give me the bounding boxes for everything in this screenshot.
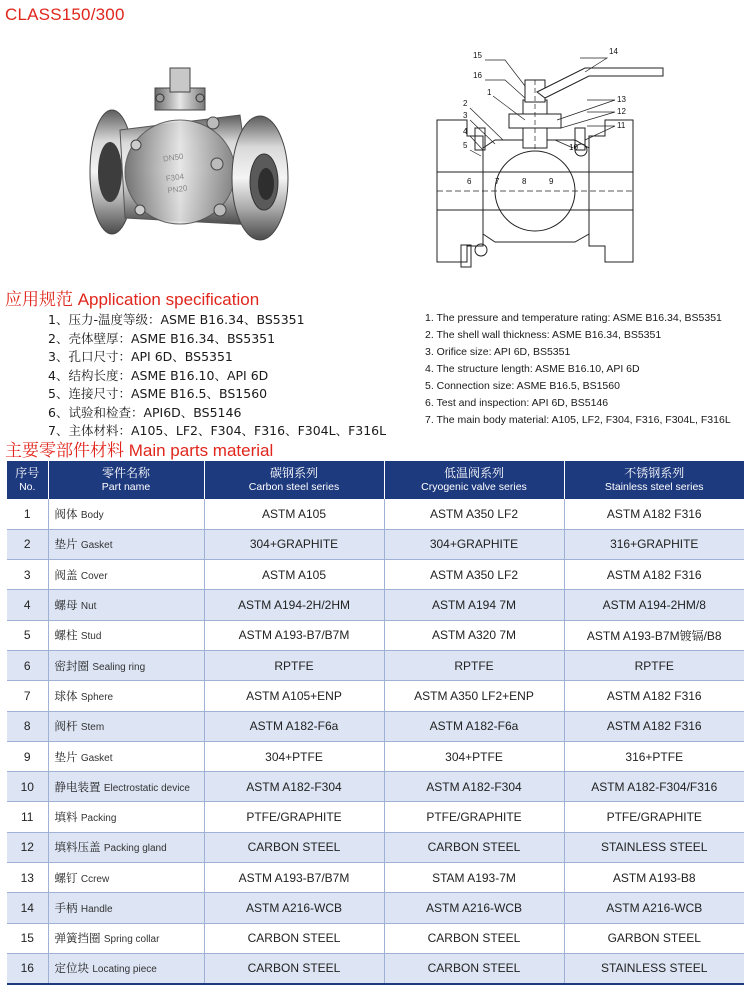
table-row xyxy=(7,529,744,559)
cell-part-name: 垫片 Gasket xyxy=(48,741,204,771)
cell-stainless: ASTM A182 F316 xyxy=(564,711,744,741)
cell-carbon: CARBON STEEL xyxy=(204,923,384,953)
header-stainless: 不锈钢系列 Stainless steel series xyxy=(564,461,744,499)
cell-no: 9 xyxy=(7,741,48,771)
spec-item-cn: 3、孔口尺寸：API 6D、BS5351 xyxy=(48,349,233,364)
spec-item-en: 1. The pressure and temperature rating: ASME B16.34, BS5351 xyxy=(425,312,722,324)
cell-stainless: ASTM A193-B8 xyxy=(564,863,744,893)
photo-body-mark: DN50 xyxy=(162,151,184,164)
callout-label: 16 xyxy=(473,71,482,80)
cell-no: 10 xyxy=(7,772,48,802)
cell-cryogenic: PTFE/GRAPHITE xyxy=(384,802,564,832)
cell-cryogenic: 304+PTFE xyxy=(384,741,564,771)
cell-stainless: GARBON STEEL xyxy=(564,923,744,953)
cell-no: 14 xyxy=(7,893,48,923)
cell-part-name: 填料压盖 Packing gland xyxy=(48,832,204,862)
cell-cryogenic: ASTM A350 LF2+ENP xyxy=(384,681,564,711)
spec-item-en: 6. Test and inspection: API 6D, BS5146 xyxy=(425,397,609,409)
spec-item-cn: 6、试验和检查：API6D、BS5146 xyxy=(48,404,242,420)
callout-label: 10 xyxy=(569,143,578,152)
table-row xyxy=(7,560,744,590)
cell-cryogenic: CARBON STEEL xyxy=(384,953,564,983)
cell-no: 4 xyxy=(7,590,48,620)
cell-no: 11 xyxy=(7,802,48,832)
cell-no: 8 xyxy=(7,711,48,741)
application-list-cn xyxy=(48,311,386,441)
cell-part-name: 弹簧挡圈 Spring collar xyxy=(48,923,204,953)
table-row xyxy=(7,711,744,741)
callout-label: 6 xyxy=(467,177,472,186)
cell-part-name: 垫片 Gasket xyxy=(48,529,204,559)
cell-part-name: 螺柱 Stud xyxy=(48,620,204,650)
cell-carbon: ASTM A193-B7/B7M xyxy=(204,863,384,893)
cell-stainless: 316+GRAPHITE xyxy=(564,529,744,559)
cell-part-name: 球体 Sphere xyxy=(48,681,204,711)
callout-label: 2 xyxy=(463,99,468,108)
ball-valve-photo xyxy=(80,60,300,255)
table-header-row xyxy=(7,461,744,499)
spec-item-cn: 4、结构长度：ASME B16.10、API 6D xyxy=(48,367,269,383)
application-heading: 应用规范 Application specification xyxy=(5,290,260,309)
photo-body-mark: PN20 xyxy=(166,183,188,196)
table-row xyxy=(7,741,744,771)
table-row xyxy=(7,953,744,983)
callout-label: 15 xyxy=(473,51,482,60)
cell-cryogenic: CARBON STEEL xyxy=(384,923,564,953)
callout-label: 14 xyxy=(609,47,618,56)
valve-section-drawing xyxy=(425,40,725,275)
cell-no: 6 xyxy=(7,650,48,680)
cell-part-name: 阀盖 Cover xyxy=(48,560,204,590)
cell-stainless: RPTFE xyxy=(564,650,744,680)
cell-no: 16 xyxy=(7,953,48,983)
table-row xyxy=(7,590,744,620)
callout-label: 4 xyxy=(463,127,468,136)
table-row xyxy=(7,620,744,650)
cell-carbon: ASTM A105+ENP xyxy=(204,681,384,711)
cell-cryogenic: ASTM A350 LF2 xyxy=(384,499,564,529)
cell-cryogenic: RPTFE xyxy=(384,650,564,680)
table-row xyxy=(7,802,744,832)
cell-stainless: ASTM A182 F316 xyxy=(564,560,744,590)
header-cryogenic: 低温阀系列 Cryogenic valve series xyxy=(384,461,564,499)
cell-no: 2 xyxy=(7,529,48,559)
cell-part-name: 密封圈 Sealing ring xyxy=(48,650,204,680)
cell-carbon: ASTM A182-F304 xyxy=(204,772,384,802)
spec-item-cn: 7、主体材料：A105、LF2、F304、F316、F304L、F316L xyxy=(48,423,387,438)
cell-part-name: 手柄 Handle xyxy=(48,893,204,923)
spec-item-en: 5. Connection size: ASME B16.5, BS1560 xyxy=(425,380,620,392)
cell-part-name: 阀体 Body xyxy=(48,499,204,529)
cell-cryogenic: ASTM A194 7M xyxy=(384,590,564,620)
callout-label: 9 xyxy=(549,177,554,186)
cell-carbon: 304+PTFE xyxy=(204,741,384,771)
materials-table xyxy=(7,461,744,985)
cell-carbon: CARBON STEEL xyxy=(204,832,384,862)
page-title: CLASS150/300 xyxy=(5,5,125,24)
table-row xyxy=(7,499,744,529)
table-row xyxy=(7,832,744,862)
cell-carbon: ASTM A105 xyxy=(204,499,384,529)
callout-label: 7 xyxy=(495,177,500,186)
spec-item-en: 3. Orifice size: API 6D, BS5351 xyxy=(425,346,571,358)
cell-cryogenic: CARBON STEEL xyxy=(384,832,564,862)
cell-carbon: RPTFE xyxy=(204,650,384,680)
table-row xyxy=(7,893,744,923)
cell-stainless: STAINLESS STEEL xyxy=(564,953,744,983)
cell-stainless: 316+PTFE xyxy=(564,741,744,771)
spec-item-en: 7. The main body material: A105, LF2, F304, F316, F304L, F316L xyxy=(425,414,731,426)
spec-item-en: 2. The shell wall thickness: ASME B16.34, BS5351 xyxy=(425,329,662,341)
cell-cryogenic: ASTM A182-F6a xyxy=(384,711,564,741)
cell-cryogenic: 304+GRAPHITE xyxy=(384,529,564,559)
cell-stainless: ASTM A182-F304/F316 xyxy=(564,772,744,802)
callout-label: 11 xyxy=(617,121,626,130)
cell-carbon: ASTM A194-2H/2HM xyxy=(204,590,384,620)
table-row xyxy=(7,863,744,893)
spec-item-en: 4. The structure length: ASME B16.10, API 6D xyxy=(425,363,640,375)
cell-cryogenic: ASTM A350 LF2 xyxy=(384,560,564,590)
callout-label: 1 xyxy=(487,88,492,97)
header-part-name: 零件名称 Part name xyxy=(48,461,204,499)
materials-heading: 主要零部件材料 Main parts material xyxy=(5,441,274,460)
cell-no: 1 xyxy=(7,499,48,529)
spec-item-cn: 2、壳体壁厚：ASME B16.34、BS5351 xyxy=(48,330,276,346)
cell-no: 7 xyxy=(7,681,48,711)
cell-no: 15 xyxy=(7,923,48,953)
cell-stainless: ASTM A216-WCB xyxy=(564,893,744,923)
cell-cryogenic: ASTM A182-F304 xyxy=(384,772,564,802)
header-no: 序号 No. xyxy=(7,461,48,499)
cell-no: 12 xyxy=(7,832,48,862)
cell-stainless: ASTM A194-2HM/8 xyxy=(564,590,744,620)
cell-no: 13 xyxy=(7,863,48,893)
cell-cryogenic: STAM A193-7M xyxy=(384,863,564,893)
cell-carbon: 304+GRAPHITE xyxy=(204,529,384,559)
photo-body-mark: F304 xyxy=(165,171,185,184)
cell-carbon: ASTM A182-F6a xyxy=(204,711,384,741)
cell-part-name: 螺钉 Ccrew xyxy=(48,863,204,893)
cell-carbon: ASTM A193-B7/B7M xyxy=(204,620,384,650)
cell-stainless: STAINLESS STEEL xyxy=(564,832,744,862)
cell-part-name: 螺母 Nut xyxy=(48,590,204,620)
cell-cryogenic: ASTM A216-WCB xyxy=(384,893,564,923)
cell-stainless: PTFE/GRAPHITE xyxy=(564,802,744,832)
table-row xyxy=(7,650,744,680)
cell-no: 5 xyxy=(7,620,48,650)
table-row xyxy=(7,772,744,802)
cell-no: 3 xyxy=(7,560,48,590)
cell-part-name: 静电装置 Electrostatic device xyxy=(48,772,204,802)
cell-cryogenic: ASTM A320 7M xyxy=(384,620,564,650)
table-row xyxy=(7,681,744,711)
cell-part-name: 阀杆 Stem xyxy=(48,711,204,741)
cell-carbon: ASTM A216-WCB xyxy=(204,893,384,923)
header-carbon: 碳钢系列 Carbon steel series xyxy=(204,461,384,499)
callout-label: 5 xyxy=(463,141,468,150)
cell-carbon: PTFE/GRAPHITE xyxy=(204,802,384,832)
callout-label: 13 xyxy=(617,95,626,104)
spec-item-cn: 1、压力-温度等级：ASME B16.34、BS5351 xyxy=(48,312,305,327)
cell-part-name: 定位块 Locating piece xyxy=(48,953,204,983)
callout-label: 8 xyxy=(522,177,527,186)
table-row xyxy=(7,923,744,953)
cell-part-name: 填料 Packing xyxy=(48,802,204,832)
cell-stainless: ASTM A193-B7M镀镉/B8 xyxy=(564,620,744,650)
cell-carbon: ASTM A105 xyxy=(204,560,384,590)
application-list-en xyxy=(425,310,731,429)
cell-stainless: ASTM A182 F316 xyxy=(564,499,744,529)
cell-stainless: ASTM A182 F316 xyxy=(564,681,744,711)
spec-item-cn: 5、连接尺寸：ASME B16.5、BS1560 xyxy=(48,386,268,401)
callout-label: 3 xyxy=(463,111,468,120)
callout-label: 12 xyxy=(617,107,626,116)
cell-carbon: CARBON STEEL xyxy=(204,953,384,983)
